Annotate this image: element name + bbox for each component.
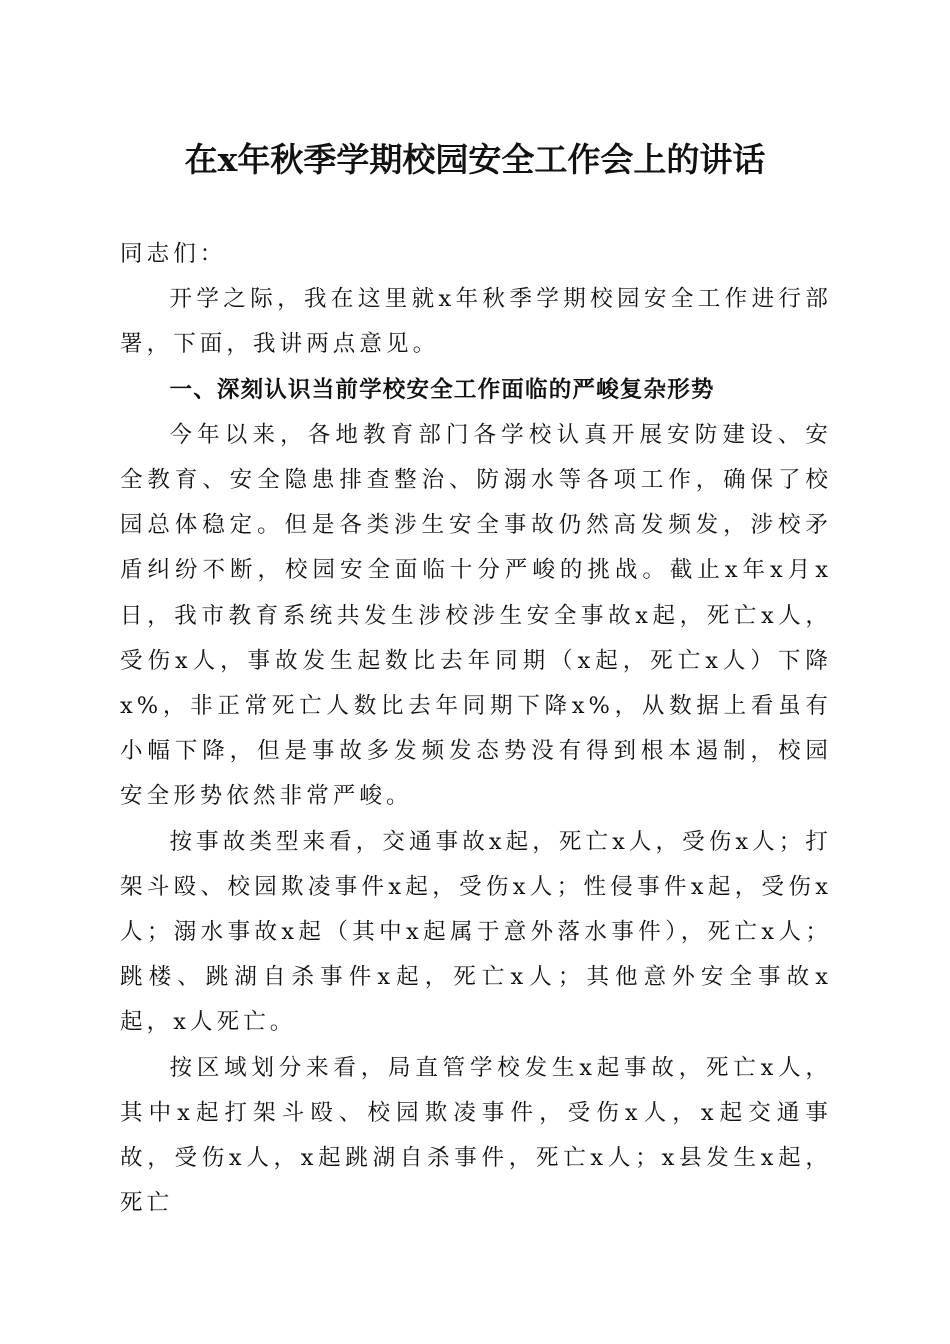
body-paragraph: 按事故类型来看，交通事故x起，死亡x人，受伤x人；打架斗殴、校园欺凌事件x起，受伤x人；性侵事件x起，受伤x人；溺水事故x起（其中x起属于意外落水事件），死亡x人；跳楼、跳湖自杀事件x起，死亡x人；其他意外安全事故x起，x人死亡。: [120, 828, 832, 1036]
section-heading: 一、深刻认识当前学校安全工作面临的严峻复杂形势: [169, 376, 715, 403]
body-paragraph: 按区域划分来看，局直管学校发生x起事故，死亡x人，其中x起打架斗殴、校园欺凌事件，受伤x人，x起交通事故，受伤x人，x起跳湖自杀事件，死亡x人；x县发生x起，死亡: [120, 1054, 832, 1217]
document-title: 在x年秋季学期校园安全工作会上的讲话: [184, 140, 766, 179]
salutation: 同志们：: [120, 241, 227, 267]
document-body: [120, 232, 832, 1226]
body-paragraph: 今年以来，各地教育部门各学校认真开展安防建设、安全教育、安全隐患排查整治、防溺水等各项工作，确保了校园总体稳定。但是各类涉生安全事故仍然高发频发，涉校矛盾纠纷不断，校园安全面临十分严峻的挑战。截止x年x月x日，我市教育系统共发生涉校涉生安全事故x起，死亡x人，受伤x人，事故发生起数比去年同期（x起，死亡x人）下降x%，非正常死亡人数比去年同期下降x%，从数据上看虽有小幅下降，但是事故多发频发态势没有得到根本遏制，校园安全形势依然非常严峻。: [120, 421, 832, 810]
intro-paragraph: 开学之际，我在这里就x年秋季学期校园安全工作进行部署，下面，我讲两点意见。: [120, 286, 832, 358]
